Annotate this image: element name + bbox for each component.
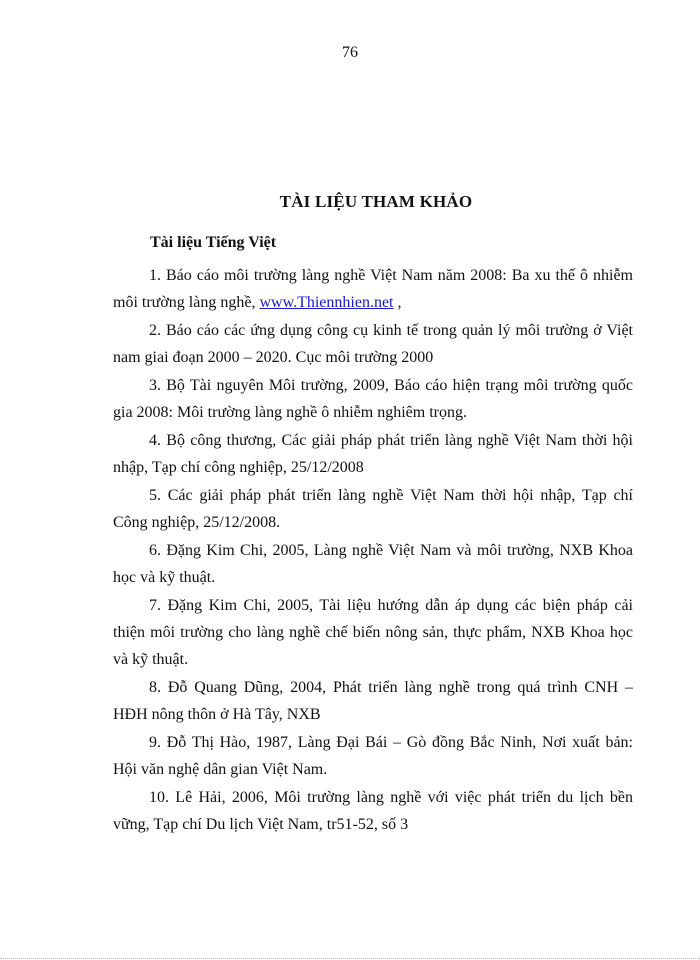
reference-item [113,592,633,673]
page-title: TÀI LIỆU THAM KHẢO [279,192,473,211]
reference-text: 1. Báo cáo môi trường làng nghề Việt Nam năm 2008: Ba xu thế ô nhiễm môi trường làng nghề, [113,267,633,311]
reference-item [113,784,633,838]
reference-item [113,317,633,371]
reference-item [113,729,633,783]
section-heading: Tài liệu Tiếng Việt [150,234,277,251]
reference-text: 9. Đỗ Thị Hào, 1987, Làng Đại Bái – Gò đồng Bắc Ninh, Nơi xuất bản: Hội văn nghệ dân gian Việt Nam. [113,734,633,778]
reference-text: 10. Lê Hải, 2006, Môi trường làng nghề với việc phát triển du lịch bền vững, Tạp chí Du lịch Việt Nam, tr51-52, số 3 [113,789,633,833]
reference-item [113,482,633,536]
reference-list [113,262,633,839]
reference-suffix: , [393,294,402,311]
reference-text: 5. Các giải pháp phát triển làng nghề Việt Nam thời hội nhập, Tạp chí Công nghiệp, 25/12/2008. [113,487,633,531]
reference-text: 6. Đặng Kim Chi, 2005, Làng nghề Việt Nam và môi trường, NXB Khoa học và kỹ thuật. [113,542,633,586]
reference-item [113,537,633,591]
reference-text: 7. Đặng Kim Chi, 2005, Tài liệu hướng dẫn áp dụng các biện pháp cải thiện môi trường cho làng nghề chế biến nông sản, thực phẩm, NXB Khoa học và kỹ thuật. [113,597,633,668]
reference-text: 4. Bộ công thương, Các giải pháp phát triển làng nghề Việt Nam thời hội nhập, Tạp chí công nghiệp, 25/12/2008 [113,432,633,476]
reference-text: 3. Bộ Tài nguyên Môi trường, 2009, Báo cáo hiện trạng môi trường quốc gia 2008: Môi trường làng nghề ô nhiễm nghiêm trọng. [113,377,633,421]
reference-item [113,674,633,728]
reference-item [113,427,633,481]
page-number: 76 [342,44,358,61]
reference-text: 2. Báo cáo các ứng dụng công cụ kinh tế trong quản lý môi trường ở Việt nam giai đoạn 2000 – 2020. Cục môi trường 2000 [113,322,633,366]
reference-item [113,262,633,316]
reference-text: 8. Đỗ Quang Dũng, 2004, Phát triển làng nghề trong quá trình CNH – HĐH nông thôn ở Hà Tây, NXB [113,679,633,723]
reference-item [113,372,633,426]
reference-link[interactable]: www.Thiennhien.net [259,294,394,311]
page-bottom-divider [0,958,700,959]
